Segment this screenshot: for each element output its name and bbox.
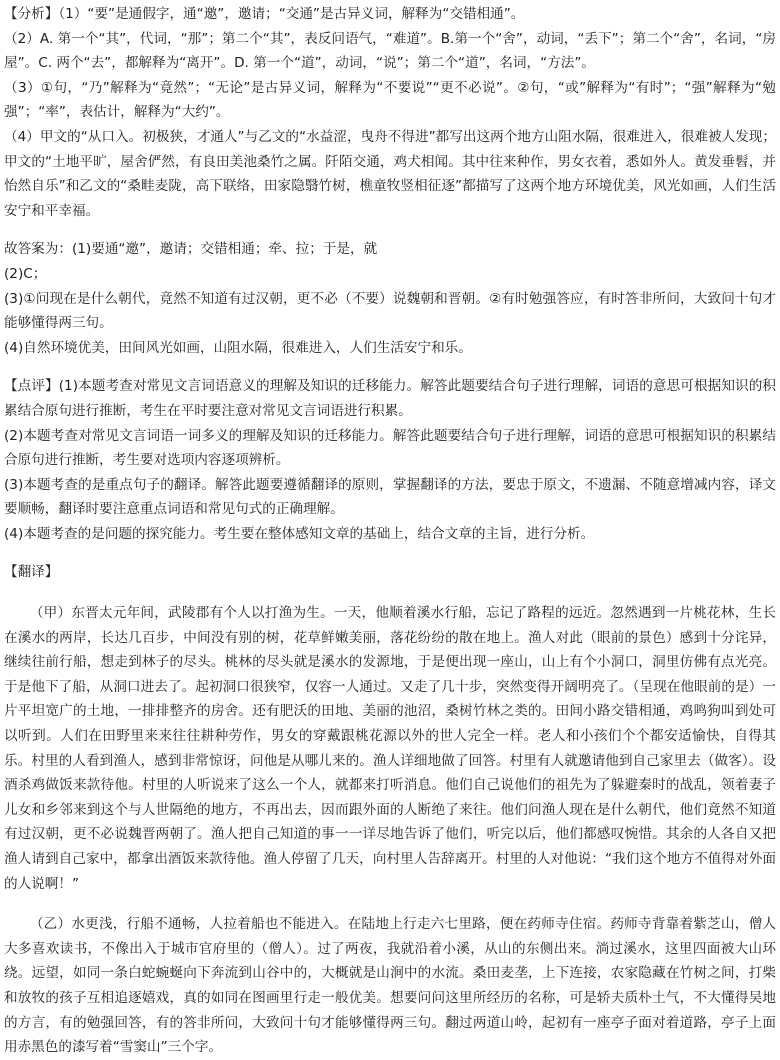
answers-section	[4, 237, 776, 360]
answer-line-2: (2)C；	[4, 265, 47, 282]
spacer	[4, 546, 776, 560]
comment-paragraph-1: 【点评】(1)本题考查对常见文言词语意义的理解及知识的迁移能力。解答此题要结合句子进行理解，词语的意思可根据知识的积累结合原句进行推断，考生在平时要注意对常见文言词语进行积累。	[4, 378, 776, 419]
answer-line-3: (3)①问现在是什么朝代，竟然不知道有过汉朝，更不必（不要）说魏朝和晋朝。②有时勉强答应，有时答非所问，大致问十句才能够懂得两三句。	[4, 290, 776, 332]
answer-line-1: 故答案为：(1)要通“邀”，邀请；交错相通；牵、拉；于是，就	[4, 241, 378, 258]
analysis-section	[4, 2, 776, 223]
comment-paragraph-4: (4)本题考查的是问题的探究能力。考生要在整体感知文章的基础上，结合文章的主旨，进行分析。	[4, 525, 595, 542]
translation-section	[4, 560, 776, 1059]
analysis-paragraph-3: （3）①句，“乃”解释为“竟然”；“无论”是古异义词，解释为“不要说”“更不必说”。②句，“或”解释为“有时”；“强”解释为“勉强”；“率”，表估计，解释为“大约”。	[4, 79, 776, 121]
spacer	[4, 896, 776, 912]
analysis-paragraph-1: 【分析】（1）“要”是通假字，通“邀”，邀请；“交通”是古异义词，解释为“交错相通”。	[4, 6, 525, 22]
comment-section	[4, 374, 776, 546]
translation-passage-jia: （甲）东晋太元年间，武陵郡有个人以打渔为生。一天，他顺着溪水行船，忘记了路程的远近。忽然遇到一片桃花林，生长在溪水的两岸，长达几百步，中间没有别的树，花草鲜嫩美丽，落花纷纷的散在地上。渔人对此（眼前的景色）感到十分诧异，继续往前行船，想走到林子的尽头。桃林的尽头就是溪水的发源地，于是便出现一座山，山上有个小洞口，洞里仿佛有点光亮。于是他下了船，从洞口进去了。起初洞口很狭窄，仅容一人通过。又走了几十步，突然变得开阔明亮了。（呈现在他眼前的是）一片平坦宽广的土地，一排排整齐的房舍。还有肥沃的田地、美丽的池沼，桑树竹林之类的。田间小路交错相通，鸡鸣狗叫到处可以听到。人们在田野里来来往往耕种劳作，男女的穿戴跟桃花源以外的世人完全一样。老人和小孩们个个都安适愉快，自得其乐。村里的人看到渔人，感到非常惊讶，问他是从哪儿来的。渔人详细地做了回答。村里有人就邀请他到自己家里去（做客）。设酒杀鸡做饭来款待他。村里的人听说来了这么一个人，就都来打听消息。他们自己说他们的祖先为了躲避秦时的战乱，领着妻子儿女和乡邻来到这个与人世隔绝的地方，不再出去，因而跟外面的人断绝了来往。他们问渔人现在是什么朝代，他们竟然不知道有过汉朝，更不必说魏晋两朝了。渔人把自己知道的事一一详尽地告诉了他们，听完以后，他们都感叹惋惜。其余的人各自又把渔人请到自己家中，都拿出酒饭来款待他。渔人停留了几天，向村里人告辞离开。村里的人对他说：“我们这个地方不值得对外面的人说啊！”	[4, 605, 776, 892]
translation-passage-yi: （乙）水更浅，行船不通畅，人拉着船也不能进入。在陆地上行走六七里路，便在药师寺住宿。药师寺背靠着紫芝山，僧人大多喜欢读书，不像出入于城市官府里的（僧人）。过了两夜，我就沿着小溪，从山的东侧出来。淌过溪水，这里四面被大山环绕。远望，如同一条白蛇蜿蜒向下奔流到山谷中的，大概就是山涧中的水流。桑田麦垄，上下连接，农家隐藏在竹树之间，打柴和放牧的孩子互相追逐嬉戏，真的如同在图画里行走一般优美。想要问问这里所经历的名称，可是轿夫质朴土气，不大懂得吴地的方言，有的勉强回答，有的答非所问，大致问十句才能够懂得两三句。翻过两道山岭，起初有一座亭子面对着道路，亭子上面用赤黑色的漆写着“雪窦山”三个字。	[4, 916, 776, 1056]
spacer	[4, 223, 776, 237]
comment-paragraph-3: (3)本题考查的是重点句子的翻译。解答此题要遵循翻译的原则，掌握翻译的方法，要忠于原文，不遗漏、不随意增减内容，译文要顺畅，翻译时要注意重点词语和常见句式的正确理解。	[4, 476, 776, 518]
translation-heading: 【翻译】	[4, 564, 59, 581]
answer-line-4: (4)自然环境优美，田间风光如画，山阻水隔，很难进入，人们生活安宁和乐。	[4, 339, 472, 356]
spacer	[4, 360, 776, 374]
comment-paragraph-2: (2)本题考查对常见文言词语一词多义的理解及知识的迁移能力。解答此题要结合句子进行理解，词语的意思可根据知识的积累结合原句进行推断，考生要对选项内容逐项辨析。	[4, 427, 776, 469]
spacer	[4, 585, 776, 601]
analysis-paragraph-4: （4）甲文的“从口入。初极狭，才通人”与乙文的“水益涩，曳舟不得进”都写出这两个地方山阻水隔，很难进入，很难被人发现；甲文的“土地平旷，屋舍俨然，有良田美池桑竹之属。阡陌交通，鸡犬相闻。其中往来种作，男女衣着，悉如外人。黄发垂髫，并怡然自乐”和乙文的“桑畦麦陇，高下联络，田家隐翳竹树，樵童牧竖相征逐”都描写了这两个地方环境优美，风光如画，人们生活安宁和平幸福。	[4, 128, 776, 219]
analysis-paragraph-2: （2）A. 第一个“其”，代词，“那”；第二个“其”，表反问语气，“难道”。B.第一个“舍”，动词，“丢下”；第二个“舍”，名词，“房屋”。C. 两个“去”，都解释为“离开”。D. 第一个“道”，动词，“说”；第二个“道”，名词，“方法”。	[4, 30, 776, 72]
